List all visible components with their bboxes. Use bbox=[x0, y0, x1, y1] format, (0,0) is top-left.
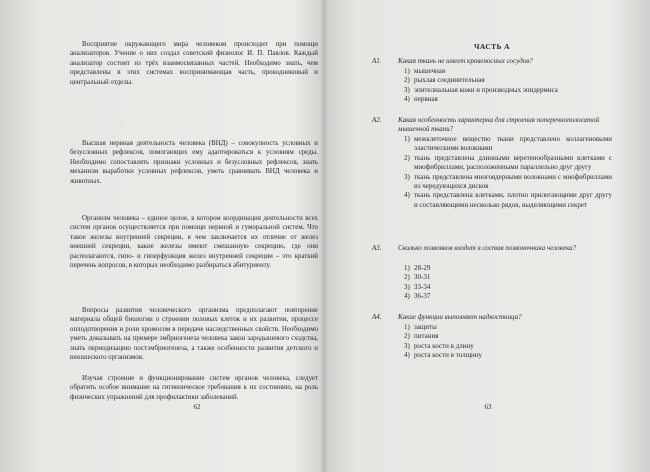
answer-option: 1) 28-29 bbox=[404, 264, 431, 272]
answer-option: 4) нервная bbox=[404, 95, 438, 104]
question-number: А1. bbox=[372, 57, 382, 65]
left-page bbox=[70, 0, 318, 472]
paragraph-endocrine-glands: Организм человека – единое целое, в котором координация деятельности всех систем органов осуществляется при помощи нервной и гуморальной систем. Что такое железы внутренней секреции, в чем заключается их отличие от желез внешней секреции, какие железы имеют смешанную секрецию, где они располагаются, гипо- и гиперфункция желез внутренней секреции – это краткий перечень вопросов, в которых необходимо разбираться абитуриенту. bbox=[70, 215, 318, 270]
question-text: Сколько позвонков входит в состав позвоночника человека? bbox=[398, 244, 577, 252]
part-title: ЧАСТЬ А bbox=[473, 42, 510, 51]
question-text: Какая ткань не имеет кровеносных сосудов? bbox=[398, 57, 533, 65]
answer-option: 4) 36-37 bbox=[404, 292, 431, 301]
question-number: А4. bbox=[372, 313, 382, 321]
answer-option: 3) роста кости в длину bbox=[404, 341, 474, 350]
page-number-left: 62 bbox=[193, 403, 201, 411]
book-gutter bbox=[320, 0, 328, 472]
answer-options bbox=[404, 67, 612, 105]
answer-options bbox=[404, 264, 612, 302]
answer-option: 1) межклеточное вещество ткани представлено коллагеновыми эластическими волокнами bbox=[404, 135, 612, 153]
answer-options bbox=[404, 323, 612, 361]
answer-option: 2) ткань представлена длинными веретенообразными клетками с миофибриллами, расположенными параллельно друг другу bbox=[404, 153, 612, 172]
answer-option: 3) ткань представлена многоядерными волокнами с миофибриллами из чередующихся дисков bbox=[404, 172, 612, 191]
paragraph-analyzers: Восприятие окружающего мира человеком происходит при помощи анализаторов. Учение о них создал советский физиолог И. П. Павлов. Каждый анализатор состоит из трёх взаимосвязанных частей. Необходимо знать, чем представлены в этих системах воспринимающая часть, проводниковый и центральный отделы. bbox=[70, 41, 318, 86]
question-text: Какая особенность характерна для строения поперечнополосатой мышечной ткани? bbox=[398, 116, 600, 134]
paragraph-organ-systems: Изучая строение и функционирование систем органов человека, следует обратить особое внимание на гигиеническое требования к их состоянию, на роль физических упражнений для профилактики заболеваний. bbox=[70, 375, 318, 401]
paragraph-development: Вопросы развития человеческого организма предполагают повторение материала общей биологии о строении половых клеток и их развитии, процессе оплодотворения и роли хромосом в передаче наследственных свойств. Необходимо уметь доказывать на примере эмбриогенеза человека закон зародышевого сходства, знать периодизацию постэмбриогенеза, а также особенности развития детского и юношеского организмов. bbox=[70, 307, 318, 362]
right-page bbox=[372, 0, 612, 472]
answer-option: 1) мышечная bbox=[404, 67, 446, 75]
paragraph-higher-nervous-activity: Высшая нервная деятельность человека (ВНД) – совокупность условных и безусловных рефлексов, помогающих ему адаптироваться к условиям среды. Необходимо сопоставлять признаки условных и безусловных рефлексов, знать механизм выработки условных рефлексов, уметь сравнивать ВНД человека и животных. bbox=[70, 140, 318, 185]
answer-option: 4) роста кости в толщину bbox=[404, 351, 482, 360]
answer-options bbox=[404, 135, 612, 210]
answer-option: 3) эпителиальная кожи и производных эпидермиса bbox=[404, 85, 558, 94]
answer-option: 2) питания bbox=[404, 332, 439, 341]
answer-option: 2) 30-31 bbox=[404, 273, 431, 282]
answer-option: 3) 33-34 bbox=[404, 282, 431, 291]
answer-option: 1) защиты bbox=[404, 323, 437, 331]
question-number: А3. bbox=[372, 244, 382, 252]
question-number: А2. bbox=[372, 116, 382, 124]
answer-option: 2) рыхлая соединительная bbox=[404, 76, 485, 85]
answer-option: 4) ткань представлена клетками, плотно прилегающими друг другу и составляющими несколько рядов, выделяющими секрет bbox=[404, 191, 612, 209]
page-number-right: 63 bbox=[484, 403, 492, 411]
question-text: Какие функции выполняет надкостница? bbox=[398, 313, 522, 321]
